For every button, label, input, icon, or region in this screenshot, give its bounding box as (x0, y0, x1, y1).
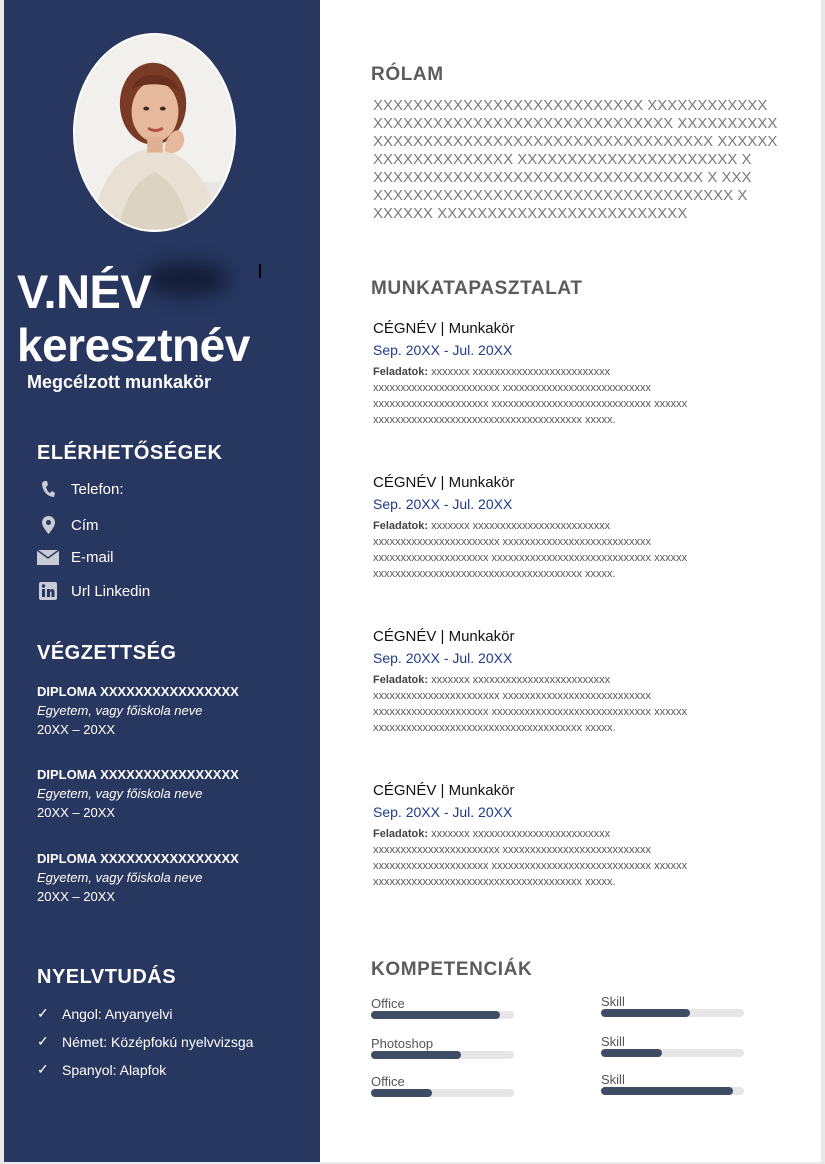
sidebar (4, 0, 320, 1162)
task-label: Feladatok: (373, 366, 429, 378)
skill-label: Skill (601, 1034, 625, 1049)
skills-heading: KOMPETENCIÁK (371, 959, 533, 980)
degree: DIPLOMA XXXXXXXXXXXXXXXX (37, 767, 239, 782)
skill-label: Skill (601, 994, 625, 1009)
job-title: CÉGNÉV | Munkakör (373, 320, 515, 337)
profile-photo (73, 33, 236, 232)
education-years: 20XX – 20XX (37, 805, 116, 820)
skill-item (371, 1036, 514, 1059)
check-icon: ✓ (37, 1061, 49, 1077)
education-years: 20XX – 20XX (37, 722, 116, 737)
skill-item (371, 996, 514, 1019)
skill-item (601, 994, 744, 1017)
skill-bar-track (601, 1009, 744, 1017)
job-entry (373, 320, 793, 428)
skill-label: Skill (601, 1072, 625, 1087)
check-icon: ✓ (37, 1033, 49, 1049)
last-name: V.NÉV (17, 265, 152, 318)
education-years: 20XX – 20XX (37, 889, 116, 904)
languages-heading: NYELVTUDÁS (37, 966, 177, 988)
envelope-icon (37, 547, 59, 567)
skill-item (371, 1074, 514, 1097)
task-text: xxxxxxx xxxxxxxxxxxxxxxxxxxxxxxxx xxxxxxxxxxxxxxxxxxxxxxx xxxxxxxxxxxxxxxxxxxxxxxxxxx xxxxxxxxxxxxxxxxxxxxx xxxxxxxxxxxxxxxxxxxxxxxxxxxxx xxxxxx xxxxxxxxxxxxxxxxxxxxxxxxxxxxxxxxxxxxxx xxxxx. (373, 520, 688, 580)
education-item (37, 765, 239, 822)
skill-bar-fill (371, 1089, 432, 1097)
contact-email[interactable] (37, 546, 114, 568)
experience-heading: MUNKATAPASZTALAT (371, 278, 583, 299)
school-name: Egyetem, vagy főiskola neve (37, 703, 203, 718)
text-cursor (259, 264, 261, 278)
task-text: xxxxxxx xxxxxxxxxxxxxxxxxxxxxxxxx xxxxxxxxxxxxxxxxxxxxxxx xxxxxxxxxxxxxxxxxxxxxxxxxxx xxxxxxxxxxxxxxxxxxxxx xxxxxxxxxxxxxxxxxxxxxxxxxxxxx xxxxxx xxxxxxxxxxxxxxxxxxxxxxxxxxxxxxxxxxxxxx xxxxx. (373, 674, 688, 734)
job-entry (373, 628, 793, 736)
skill-item (601, 1034, 744, 1057)
target-role: Megcélzott munkakör (27, 372, 212, 392)
skill-bar-track (371, 1051, 514, 1059)
language-item (37, 1033, 253, 1050)
contact-phone[interactable] (37, 478, 124, 500)
first-name: keresztnév (17, 319, 250, 371)
portrait-image (75, 35, 234, 230)
education-item (37, 682, 239, 739)
education-heading: VÉGZETTSÉG (37, 642, 177, 664)
skill-bar-track (601, 1049, 744, 1057)
check-icon: ✓ (37, 1005, 49, 1021)
job-title: CÉGNÉV | Munkakör (373, 474, 515, 491)
skill-bar-track (371, 1089, 514, 1097)
phone-icon (37, 479, 59, 499)
job-dates: Sep. 20XX - Jul. 20XX (373, 804, 513, 820)
contact-label: Telefon: (71, 480, 124, 498)
contact-linkedin[interactable] (37, 580, 150, 602)
contact-address[interactable] (37, 514, 99, 536)
job-description (373, 518, 793, 582)
skill-bar-fill (601, 1049, 662, 1057)
language-label: Spanyol: Alapfok (62, 1061, 167, 1078)
job-entry (373, 782, 793, 890)
contact-heading: ELÉRHETŐSÉGEK (37, 442, 223, 464)
education-item (37, 849, 239, 906)
location-pin-icon (37, 515, 59, 535)
job-dates: Sep. 20XX - Jul. 20XX (373, 342, 513, 358)
skill-bar-fill (601, 1009, 690, 1017)
language-item (37, 1005, 173, 1022)
skill-bar-track (601, 1087, 744, 1095)
job-description (373, 826, 793, 890)
job-description (373, 672, 793, 736)
about-text: XXXXXXXXXXXXXXXXXXXXXXXXXXX XXXXXXXXXXXX XXXXXXXXXXXXXXXXXXXXXXXXXXXXXX XXXXXXXXXX XXXXXXXXXXXXXXXXXXXXXXXXXXXXXXXXXX XXXXXX XXXXXXXXXXXXXX XXXXXXXXXXXXXXXXXXXXXX X XXXXXXXXXXXXXXXXXXXXXXXXXXXXXXXXX X XXX XXXXXXXXXXXXXXXXXXXXXXXXXXXXXXXXXXXX X XXXXXX XXXXXXXXXXXXXXXXXXXXXXXXX (373, 97, 778, 222)
resume-page (4, 0, 821, 1162)
task-text: xxxxxxx xxxxxxxxxxxxxxxxxxxxxxxxx xxxxxxxxxxxxxxxxxxxxxxx xxxxxxxxxxxxxxxxxxxxxxxxxxx xxxxxxxxxxxxxxxxxxxxx xxxxxxxxxxxxxxxxxxxxxxxxxxxxx xxxxxx xxxxxxxxxxxxxxxxxxxxxxxxxxxxxxxxxxxxxx xxxxx. (373, 366, 688, 426)
language-item (37, 1061, 166, 1078)
degree: DIPLOMA XXXXXXXXXXXXXXXX (37, 684, 239, 699)
task-label: Feladatok: (373, 674, 429, 686)
contact-label: Url Linkedin (71, 582, 151, 600)
language-label: Angol: Anyanyelvi (62, 1005, 173, 1022)
job-title: CÉGNÉV | Munkakör (373, 628, 515, 645)
school-name: Egyetem, vagy főiskola neve (37, 870, 203, 885)
skill-label: Photoshop (371, 1036, 434, 1051)
task-label: Feladatok: (373, 828, 429, 840)
job-dates: Sep. 20XX - Jul. 20XX (373, 650, 513, 666)
skill-bar-fill (601, 1087, 733, 1095)
skill-item (601, 1072, 744, 1095)
contact-label: Cím (71, 516, 99, 534)
name-overlay-blur (144, 262, 229, 296)
task-text: xxxxxxx xxxxxxxxxxxxxxxxxxxxxxxxx xxxxxxxxxxxxxxxxxxxxxxx xxxxxxxxxxxxxxxxxxxxxxxxxxx xxxxxxxxxxxxxxxxxxxxx xxxxxxxxxxxxxxxxxxxxxxxxxxxxx xxxxxx xxxxxxxxxxxxxxxxxxxxxxxxxxxxxxxxxxxxxx xxxxx. (373, 828, 688, 888)
job-description (373, 364, 793, 428)
school-name: Egyetem, vagy főiskola neve (37, 786, 203, 801)
skill-bar-track (371, 1011, 514, 1019)
degree: DIPLOMA XXXXXXXXXXXXXXXX (37, 851, 239, 866)
about-heading: RÓLAM (371, 64, 444, 85)
job-entry (373, 474, 793, 582)
language-label: Német: Középfokú nyelvvizsga (62, 1033, 254, 1050)
skill-label: Office (371, 1074, 405, 1089)
contact-label: E-mail (71, 548, 114, 566)
skill-bar-fill (371, 1051, 461, 1059)
task-label: Feladatok: (373, 520, 429, 532)
skill-bar-fill (371, 1011, 500, 1019)
skill-label: Office (371, 996, 405, 1011)
job-dates: Sep. 20XX - Jul. 20XX (373, 496, 513, 512)
job-title: CÉGNÉV | Munkakör (373, 782, 515, 799)
linkedin-icon (37, 581, 59, 601)
